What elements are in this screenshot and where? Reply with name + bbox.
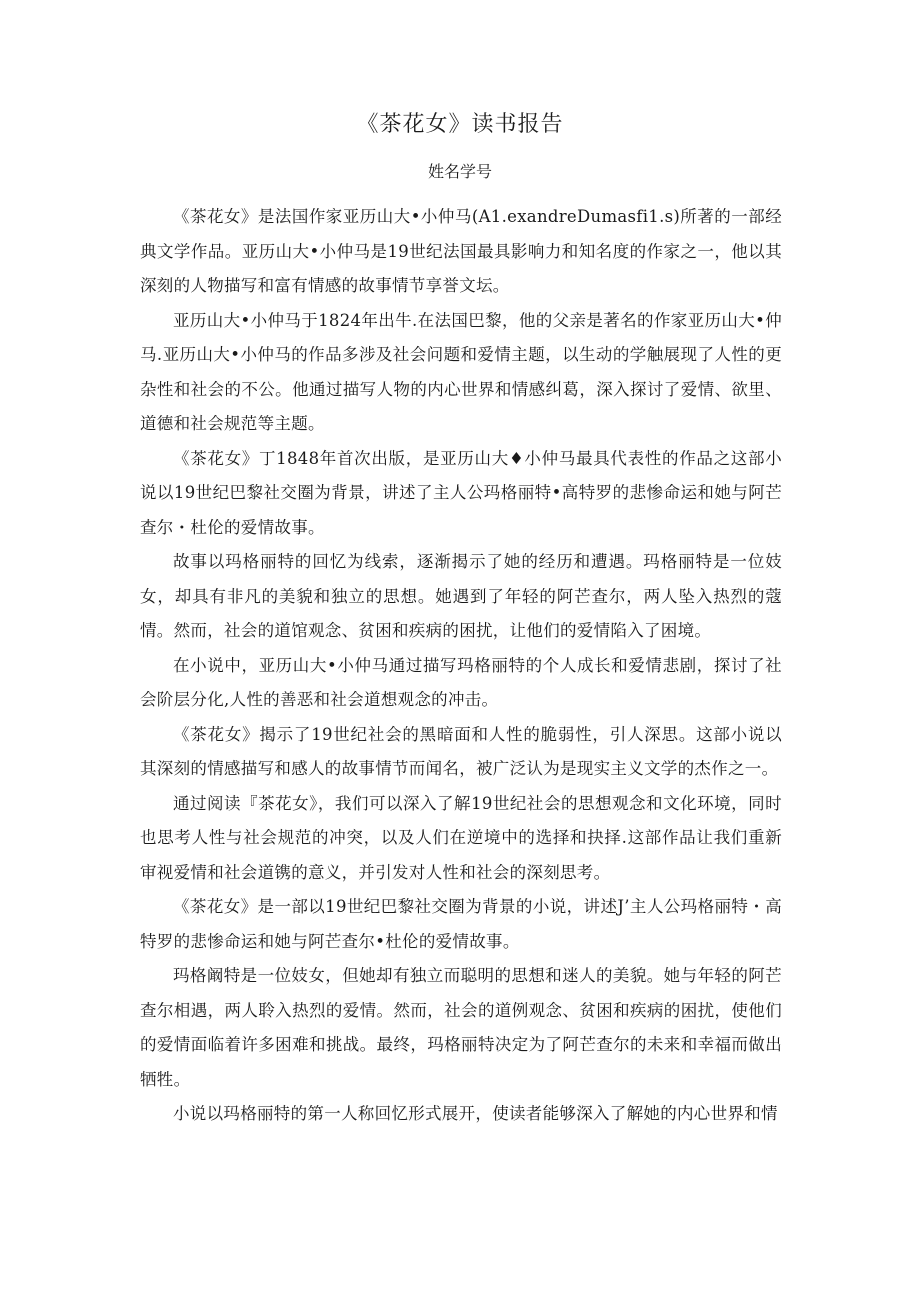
paragraph: 《茶花女》丁1848年首次出版，是亚历山大♦小仲马最具代表性的作品之这部小说以19世纪巴黎社交圈为背景，讲述了主人公玛格丽特•高特罗的悲惨命运和她与阿芒查尔・杜伦的爱情故事。 [140,448,782,537]
paragraph: 小说以玛格丽特的第一人称回忆形式展开，使读者能够深入了解她的内心世界和情 [173,1104,778,1123]
paragraph: 玛格阚特是一位妓女，但她却有独立而聪明的思想和迷人的美貌。她与年轻的阿芒查尔相遇，两人聆入热烈的爱情。然而，社会的道例观念、贫困和疾病的困扰，使他们的爱情面临着许多困难和挑战。最终，玛格丽特决定为了阿芒查尔的未来和幸福而做出牺牲。 [140,966,782,1089]
paragraph: 在小说中，亚历山大•小仲马通过描写玛格丽特的个人成长和爱情悲剧，探讨了社会阶层分化,人性的善恶和社会道想观念的冲击。 [140,655,782,709]
paragraph: 《茶花女》是法国作家亚历山大•小仲马(A1.exandreDumasfi1.s)所著的一部经典文学作品。亚历山大•小仲马是19世纪法国最具影响力和知名度的作家之一，他以其深刻的人物描写和富有情感的故事情节享誉文坛。 [140,207,782,295]
paragraph: 通过阅读『茶花女》，我们可以深入了解19世纪社会的思想观念和文化环境，同时也思考人性与社会规范的冲突，以及人们在逆境中的选择和抉择.这部作品让我们重新审视爱情和社会道镌的意义，并引发对人性和社会的深刻思考。 [140,793,782,882]
author-line: 姓名学号 [427,162,492,181]
paragraph: 《茶花女》揭示了19世纪社会的黑暗面和人性的脆弱性，引人深思。这部小说以其深刻的情感描写和感人的故事情节而闻名，被广泛认为是现实主义文学的杰作之一。 [140,724,782,778]
document-title: 《茶花女》读书报告 [356,112,564,137]
paragraph: 故事以玛格丽特的回忆为线索，逐渐揭示了她的经历和遭遇。玛格丽特是一位妓女，却具有非凡的美貌和独立的思想。她遇到了年轻的阿芒查尔，两人坠入热烈的蔻情。然而，社会的道馆观念、贫困和疾病的困扰，让他们的爱情陷入了困境。 [140,552,782,640]
paragraph: 亚历山大•小仲马于1824年出牛.在法国巴黎，他的父亲是著名的作家亚历山大•仲马.亚历山大•小仲马的作品多涉及社会问题和爱情主题，以生动的学触展现了人性的更杂性和社会的不公。他通过描写人物的内心世界和情感纠葛，深入探讨了爱情、欲里、道德和社会规范等主题。 [140,310,782,433]
paragraph: 《茶花女》是一部以19世纪巴黎社交圈为背景的小说，讲述J’主人公玛格丽特・高特罗的悲惨命运和她与阿芒查尔•杜伦的爱情故事。 [140,897,782,951]
document-body [140,200,782,1132]
